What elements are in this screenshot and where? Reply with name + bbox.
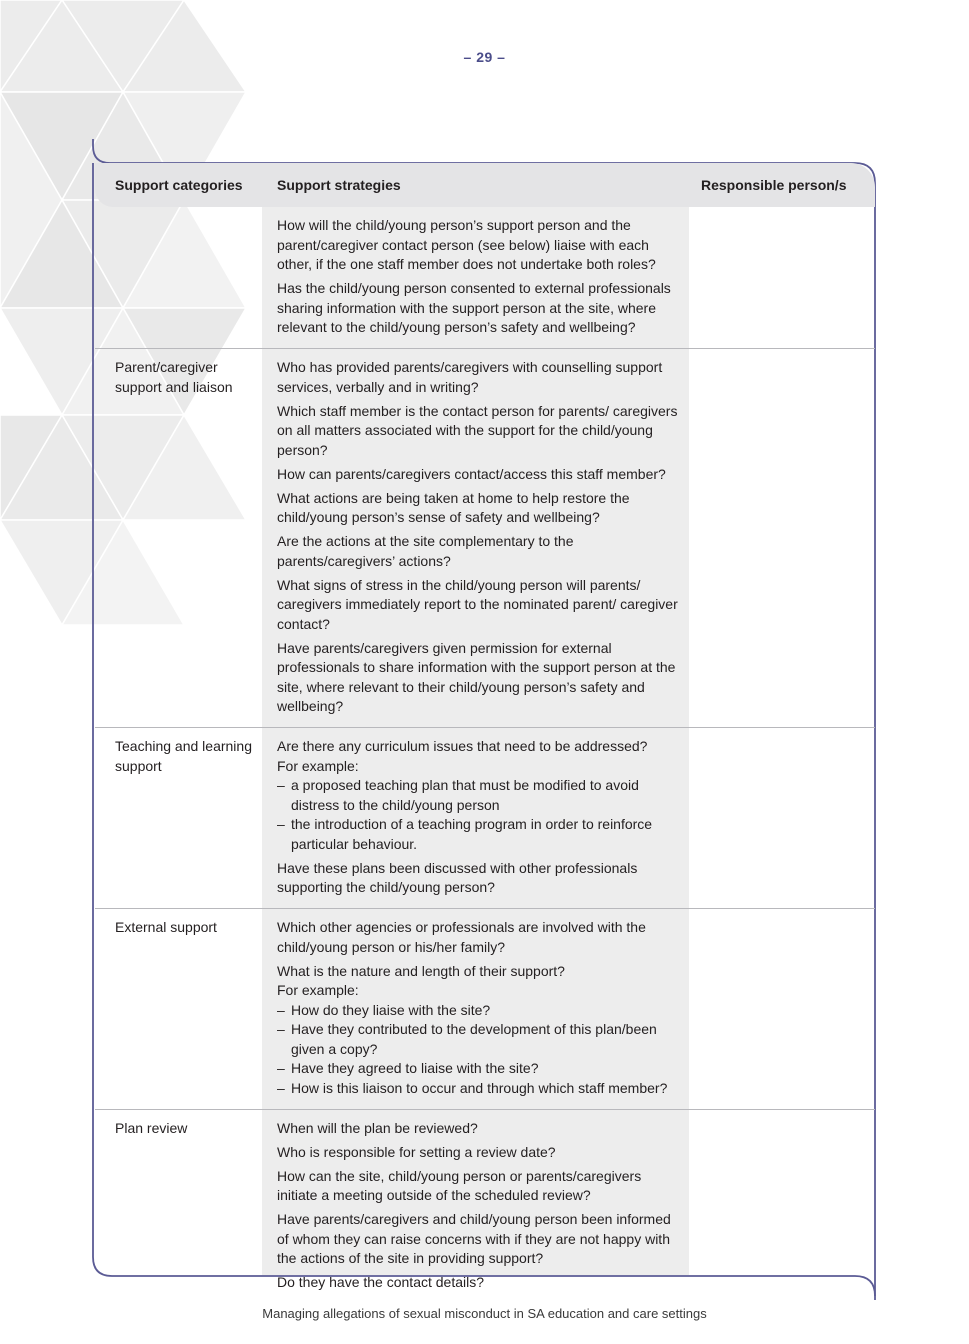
strategy-text: Has the child/young person consented to external professionals sharing information with the support person at the site, where relevant to the child/young person’s safety and wellbeing? bbox=[277, 280, 671, 335]
strategy-list-item: – How do they liaise with the site? bbox=[277, 1001, 681, 1021]
support-strategies bbox=[277, 909, 681, 1109]
strategy-question bbox=[277, 489, 681, 528]
strategy-question bbox=[277, 962, 681, 1099]
strategy-text: Have these plans been discussed with other professionals supporting the child/young person? bbox=[277, 859, 638, 895]
table-row bbox=[95, 207, 875, 349]
strategy-text: How can parents/caregivers contact/access this staff member? bbox=[277, 465, 666, 482]
strategy-question bbox=[277, 1119, 681, 1139]
strategy-text: Which staff member is the contact person for parents/ caregivers on all matters associated with the support for the child/young person? bbox=[277, 402, 678, 458]
strategy-question bbox=[277, 1143, 681, 1163]
table-row bbox=[95, 1110, 875, 1304]
strategy-text: Who has provided parents/caregivers with counselling support services, verbally and in writing? bbox=[277, 359, 663, 395]
table-body bbox=[95, 207, 875, 1303]
header-responsible-persons: Responsible person/s bbox=[701, 177, 847, 193]
strategy-text: How can the site, child/young person or parents/caregivers initiate a meeting outside of the scheduled review? bbox=[277, 1167, 642, 1203]
strategy-list-item: – a proposed teaching plan that must be modified to avoid distress to the child/young person bbox=[277, 776, 681, 815]
strategy-text: Which other agencies or professionals are involved with the child/young person or his/her family? bbox=[277, 919, 646, 955]
strategy-question bbox=[277, 576, 681, 635]
strategy-list-item: – How is this liaison to occur and through which staff member? bbox=[277, 1079, 681, 1099]
strategy-text: What signs of stress in the child/young person will parents/ caregivers immediately report to the nominated parent/ caregiver contact? bbox=[277, 576, 678, 632]
strategy-question bbox=[277, 216, 681, 275]
table-row bbox=[95, 349, 875, 728]
support-category: External support bbox=[115, 919, 217, 935]
table-row bbox=[95, 909, 875, 1110]
strategy-question bbox=[277, 1210, 681, 1269]
strategy-list-item: – Have they agreed to liaise with the site? bbox=[277, 1059, 681, 1079]
header-support-categories: Support categories bbox=[115, 177, 243, 193]
footer-title: Managing allegations of sexual misconduct in SA education and care settings bbox=[262, 1306, 707, 1321]
strategy-question bbox=[277, 1167, 681, 1206]
table-row bbox=[95, 728, 875, 909]
strategy-line: For example: bbox=[277, 982, 359, 998]
strategy-question bbox=[277, 639, 681, 717]
strategy-question bbox=[277, 279, 681, 338]
table-header bbox=[95, 163, 875, 207]
header-support-strategies: Support strategies bbox=[277, 177, 401, 193]
support-strategies bbox=[277, 728, 681, 908]
strategy-text: Are there any curriculum issues that need to be addressed? bbox=[277, 738, 648, 754]
strategy-text: Have parents/caregivers and child/young person been informed of whom they can raise concerns with if they are not happy with the actions of the site in providing support? bbox=[277, 1211, 671, 1266]
strategy-question bbox=[277, 859, 681, 898]
strategy-list-item: – the introduction of a teaching program in order to reinforce particular behaviour. bbox=[277, 815, 681, 854]
strategy-text: How will the child/young person’s support person and the parent/caregiver contact person (see below) liaise with each other, if the one staff member does not undertake both roles? bbox=[277, 217, 656, 272]
support-category: Teaching and learning support bbox=[115, 738, 252, 774]
support-strategies bbox=[277, 349, 681, 727]
support-plan-table bbox=[95, 163, 875, 1290]
strategy-text: Are the actions at the site complementary to the parents/caregivers’ actions? bbox=[277, 533, 574, 569]
strategy-question bbox=[277, 532, 681, 571]
strategy-text: Have parents/caregivers given permission for external professionals to share information with the support person at the site, where relevant to their child/young person’s safety and wellbeing? bbox=[277, 639, 676, 714]
strategy-line: For example: bbox=[277, 757, 359, 774]
strategy-question bbox=[277, 358, 681, 397]
strategy-question bbox=[277, 918, 681, 957]
strategy-list-item: – Have they contributed to the development of this plan/been given a copy? bbox=[277, 1020, 681, 1059]
strategy-question bbox=[277, 1273, 681, 1293]
strategy-question bbox=[277, 402, 681, 461]
support-category: Plan review bbox=[115, 1119, 188, 1136]
strategy-question bbox=[277, 465, 681, 485]
page-number: – 29 – bbox=[463, 49, 506, 65]
strategy-question bbox=[277, 737, 681, 854]
strategy-text: What actions are being taken at home to help restore the child/young person’s sense of safety and wellbeing? bbox=[277, 489, 630, 525]
strategy-text: When will the plan be reviewed? bbox=[277, 1119, 478, 1136]
strategy-text: Who is responsible for setting a review date? bbox=[277, 1143, 556, 1160]
strategy-text: Do they have the contact details? bbox=[277, 1274, 485, 1290]
strategy-text: What is the nature and length of their support? bbox=[277, 962, 565, 979]
support-category: Parent/caregiver support and liaison bbox=[115, 359, 233, 395]
support-strategies bbox=[277, 1110, 681, 1304]
support-strategies bbox=[277, 207, 681, 348]
